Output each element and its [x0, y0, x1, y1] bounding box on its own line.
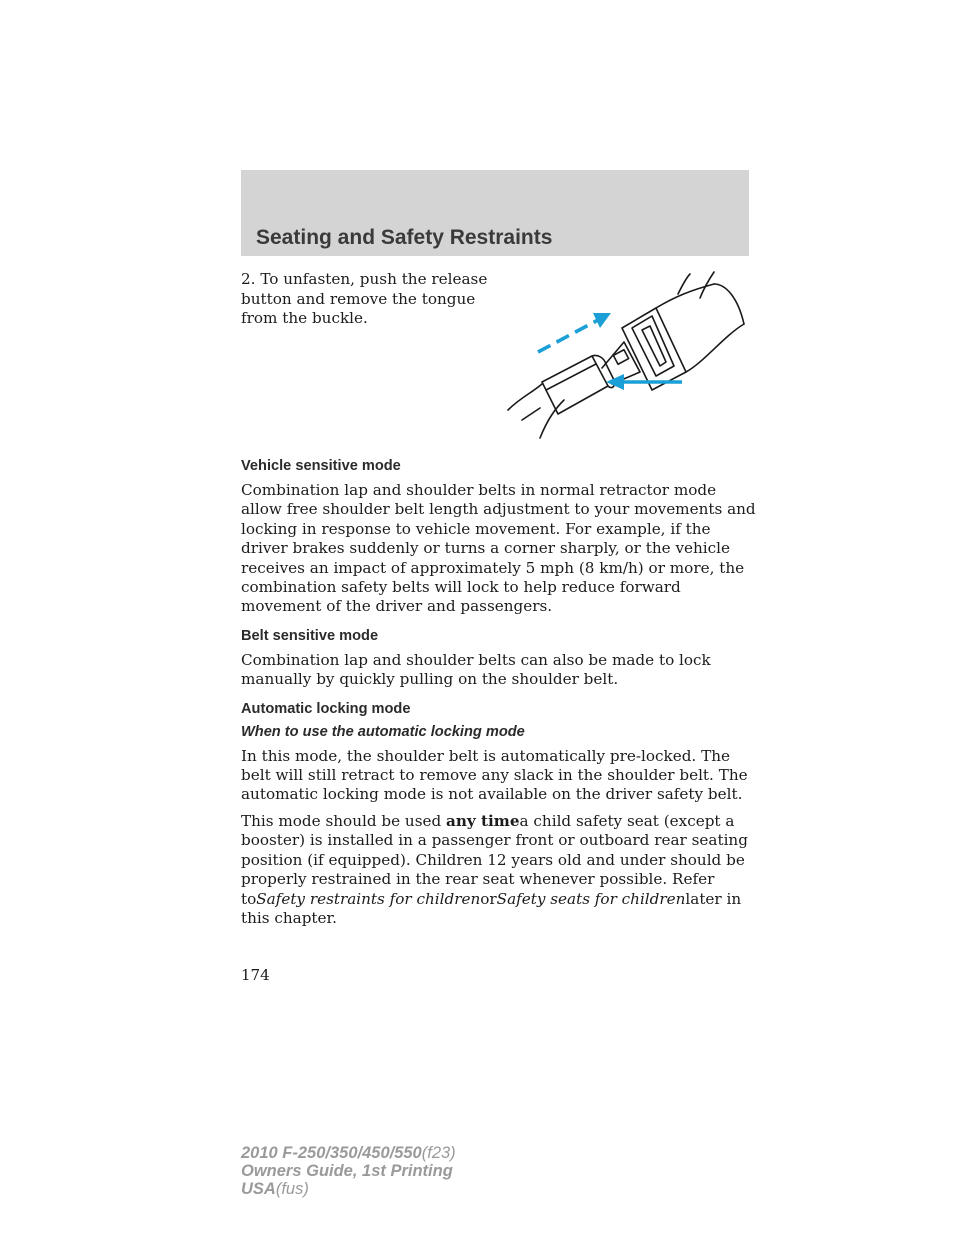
footer-region-code: (fus)	[275, 1180, 309, 1198]
belt-sensitive-body: Combination lap and shoulder belts can also be made to lock manually by quickly pulling on the shoulder belt.	[241, 650, 711, 689]
safety-seats-reference: Safety seats for children	[496, 889, 686, 908]
safety-restraints-reference: Safety restraints for children	[256, 889, 481, 908]
section-header-band	[241, 170, 749, 256]
unfasten-instruction: 2. To unfasten, push the release button and remove the tongue from the buckle.	[241, 270, 488, 327]
usage-text-or: or	[480, 889, 497, 908]
footer-region: USA	[241, 1180, 276, 1198]
footer-model-code: (f23)	[421, 1144, 456, 1162]
automatic-locking-body: In this mode, the shoulder belt is automatically pre-locked. The belt will still retract to remove any slack in the shoulder belt. The automatic locking mode is not available on the driver safety belt.	[241, 746, 748, 804]
page-number: 174	[241, 966, 270, 984]
automatic-locking-heading: Automatic locking mode	[241, 700, 411, 717]
belt-sensitive-heading: Belt sensitive mode	[241, 627, 379, 644]
automatic-locking-subheading: When to use the automatic locking mode	[241, 723, 525, 740]
seatbelt-buckle-icon	[500, 268, 750, 440]
document-footer	[241, 1144, 456, 1198]
any-time-emphasis: any time	[446, 811, 520, 830]
vehicle-sensitive-body: Combination lap and shoulder belts in normal retractor mode allow free shoulder belt length adjustment to your movements and locking in response to vehicle movement. For example, if the driver brakes suddenly or turns a corner sharply, or the vehicle receives an impact of approximately 5 mph (8 km/h) or more, the combination safety belts will lock to help reduce forward movement of the driver and passengers.	[241, 481, 756, 616]
vehicle-sensitive-heading: Vehicle sensitive mode	[241, 458, 401, 474]
footer-model: 2010 F-250/350/450/550	[241, 1144, 422, 1162]
automatic-locking-usage	[241, 812, 756, 928]
section-title: Seating and Safety Restraints	[256, 226, 553, 249]
main-content	[241, 458, 756, 939]
usage-text-start: This mode should be used	[241, 811, 447, 830]
usage-text-end: later in this chapter.	[241, 889, 742, 927]
seatbelt-release-illustration	[500, 268, 750, 440]
footer-printing: Owners Guide, 1st Printing	[241, 1162, 453, 1180]
usage-text-middle: a child safety seat (except a booster) is installed in a passenger front or outboard rear seating position (if equipped). Children 12 years old and under should be properly restrained in the rear seat whenever possible. Refer to	[241, 811, 748, 908]
